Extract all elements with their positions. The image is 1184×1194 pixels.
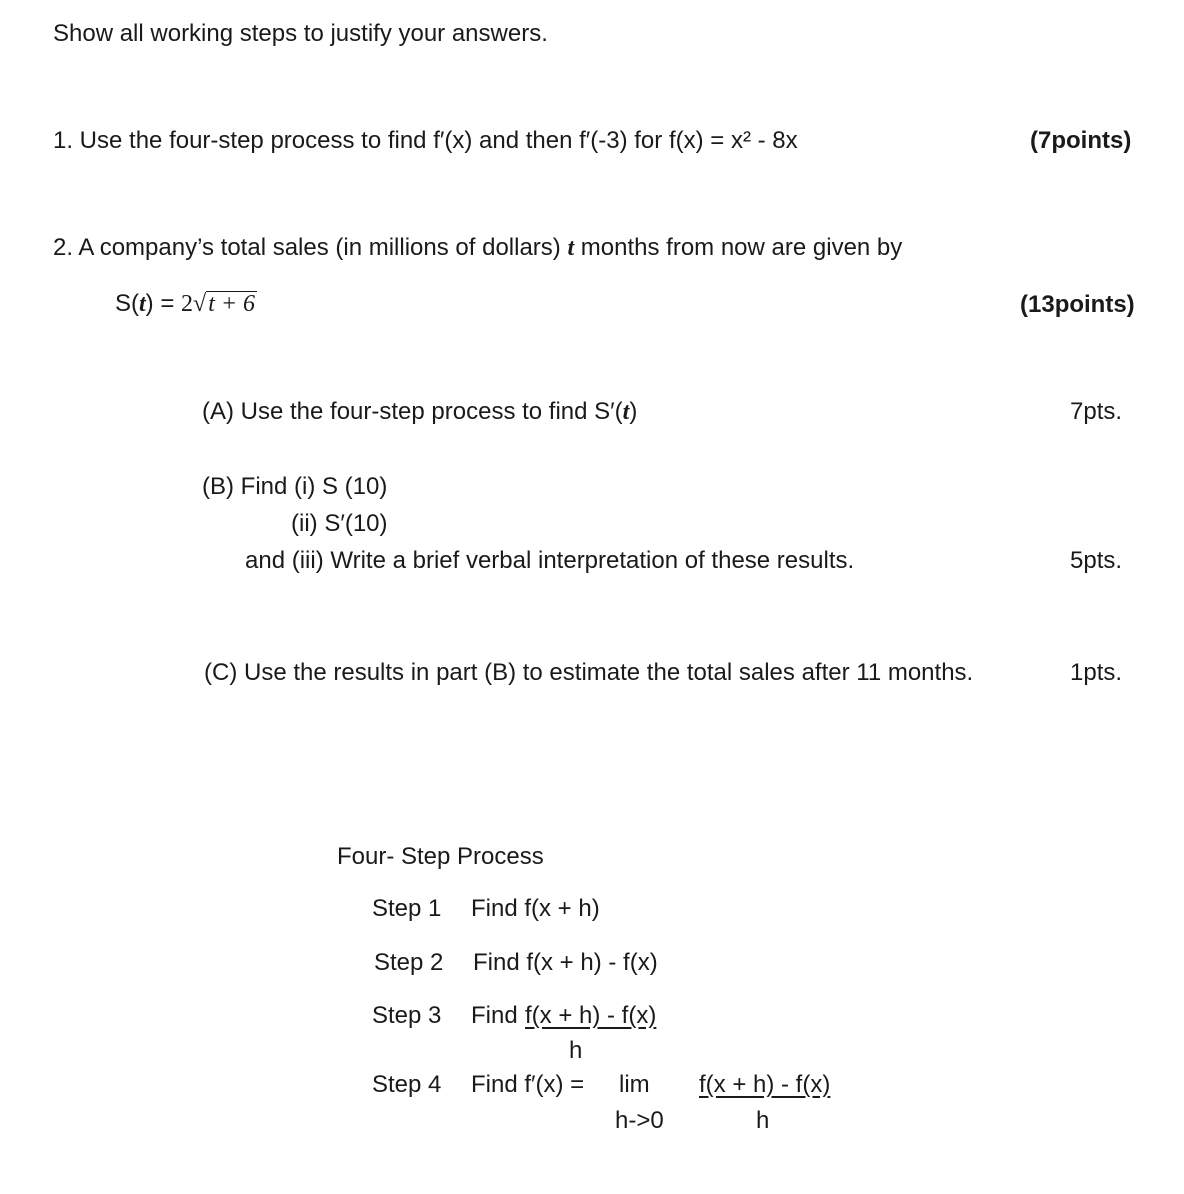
question-2-intro-post: months from now are given by [574,234,903,261]
step-2-text: Find f(x + h) - f(x) [473,949,658,976]
formula-radicand: t + 6 [208,291,256,317]
part-a-var: t [622,399,630,425]
question-1-text: 1. Use the four-step process to find f′(x) and then f′(-3) for f(x) = x² - 8x [53,127,798,154]
step-4-numerator: f(x + h) - f(x) [699,1071,831,1098]
part-b-points: 5pts. [1070,547,1123,574]
question-2-points: (13points) [1020,291,1135,318]
formula-lhs-var: t [139,291,146,317]
formula-coef: 2 [181,291,194,317]
part-b-line1: (B) Find (i) S (10) [202,473,388,500]
step-2-label: Step 2 [374,949,444,976]
formula-lhs-post: ) = [145,290,182,317]
step-3-label: Step 3 [372,1002,442,1029]
part-c-text: (C) Use the results in part (B) to estimate the total sales after 11 months. [204,659,974,686]
step-3-numerator: f(x + h) - f(x) [525,1002,657,1029]
part-a-text [202,398,637,426]
question-1-points: (7points) [1030,127,1132,154]
part-b-line3: and (iii) Write a brief verbal interpretation of these results. [245,547,855,574]
sales-formula [115,290,257,318]
step-3-prefix: Find [471,1002,518,1029]
part-a-text-pre: (A) Use the four-step process to find S′( [202,398,623,425]
question-2-intro-var: t [567,235,575,261]
question-2-intro [53,234,902,262]
step-3-denominator: h [569,1037,583,1064]
part-a-text-post: ) [629,398,638,425]
instruction-text: Show all working steps to justify your answers. [53,20,548,47]
four-step-title: Four- Step Process [337,843,544,870]
step-4-prefix: Find f′(x) = [471,1071,585,1098]
part-a-points: 7pts. [1070,398,1123,425]
step-1-label: Step 1 [372,895,442,922]
step-4-label: Step 4 [372,1071,442,1098]
question-2-intro-pre: 2. A company’s total sales (in millions of dollars) [53,234,568,261]
part-b-line2: (ii) S′(10) [291,510,388,537]
step-1-text: Find f(x + h) [471,895,600,922]
part-c-points: 1pts. [1070,659,1123,686]
step-4-denominator: h [756,1107,770,1134]
step-4-lim-sub: h->0 [615,1107,664,1134]
step-4-lim: lim [619,1071,650,1098]
radical-sign: √ [193,291,207,317]
formula-lhs-pre: S( [115,290,139,317]
